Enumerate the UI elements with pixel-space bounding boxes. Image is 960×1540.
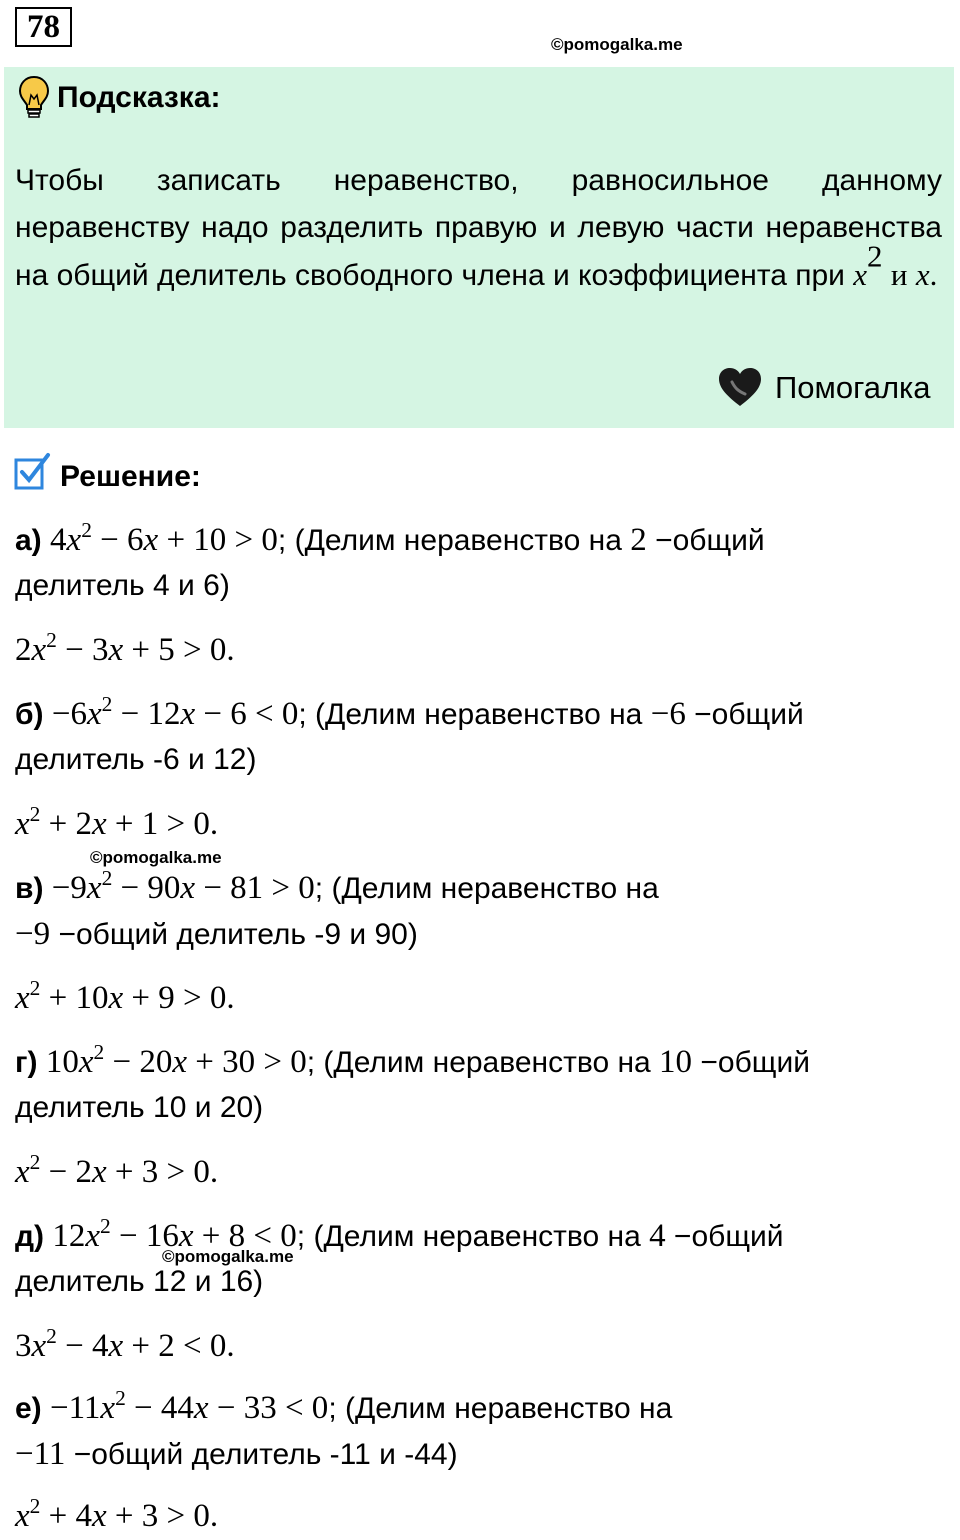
comment-line: −11 −общий делитель -11 и -44) (15, 1436, 458, 1472)
comment-line: делитель 4 и 6) (15, 569, 230, 602)
result-line: $x^2 - 2x + 3 > 0$. (15, 1150, 219, 1190)
comment-line: делитель 10 и 20) (15, 1091, 264, 1124)
heart-icon (717, 366, 763, 408)
lightbulb-icon (17, 75, 51, 119)
watermark: ©pomogalka.me (551, 35, 683, 54)
watermark: ©pomogalka.me (162, 1247, 294, 1266)
result-line: $x^2 + 10x + 9 > 0$. (15, 976, 235, 1016)
comment-line: делитель -6 и 12) (15, 743, 257, 776)
result-line: $3x^2 - 4x + 2 < 0$. (15, 1324, 235, 1364)
comment-line: −9 −общий делитель -9 и 90) (15, 916, 418, 952)
hint-text: Чтобы записать неравенство, равносильное данному неравенству надо разделить правую и левую части неравенства на общий делитель свободного члена и коэффициента при $x^2$ и x. (15, 164, 942, 292)
watermark: ©pomogalka.me (90, 848, 222, 867)
task-number: 78 (15, 7, 72, 47)
solution-title: Решение: (60, 460, 201, 493)
result-line: $x^2 + 4x + 3 > 0$. (15, 1494, 219, 1534)
checkbox-icon (13, 452, 51, 492)
comment-line: делитель 12 и 16) (15, 1265, 264, 1298)
result-line: $2x^2 - 3x + 5 > 0$. (15, 628, 235, 668)
problem-line: $б) -6x^2 - 12x - 6 < 0$; (Делим неравенство на −6 −общий (15, 692, 804, 732)
hint-title: Подсказка: (57, 81, 221, 114)
problem-line: д) $12x^2 - 16x + 8 < 0$; (Делим неравенство на 4 −общий (15, 1214, 784, 1254)
problem-line: $е) -11x^2 - 44x - 33 < 0$; (Делим неравенство на (15, 1386, 673, 1426)
problem-line: г) $10x^2 - 20x + 30 > 0$; (Делим неравенство на 10 −общий (15, 1040, 810, 1080)
result-line: $x^2 + 2x + 1 > 0$. (15, 802, 219, 842)
brand-label: Помогалка (775, 370, 931, 405)
problem-line: $в) -9x^2 - 90x - 81 > 0$; (Делим неравенство на (15, 866, 659, 906)
problem-line: а) $4x^2 - 6x + 10 > 0$; (Делим неравенство на 2 −общий (15, 518, 765, 558)
